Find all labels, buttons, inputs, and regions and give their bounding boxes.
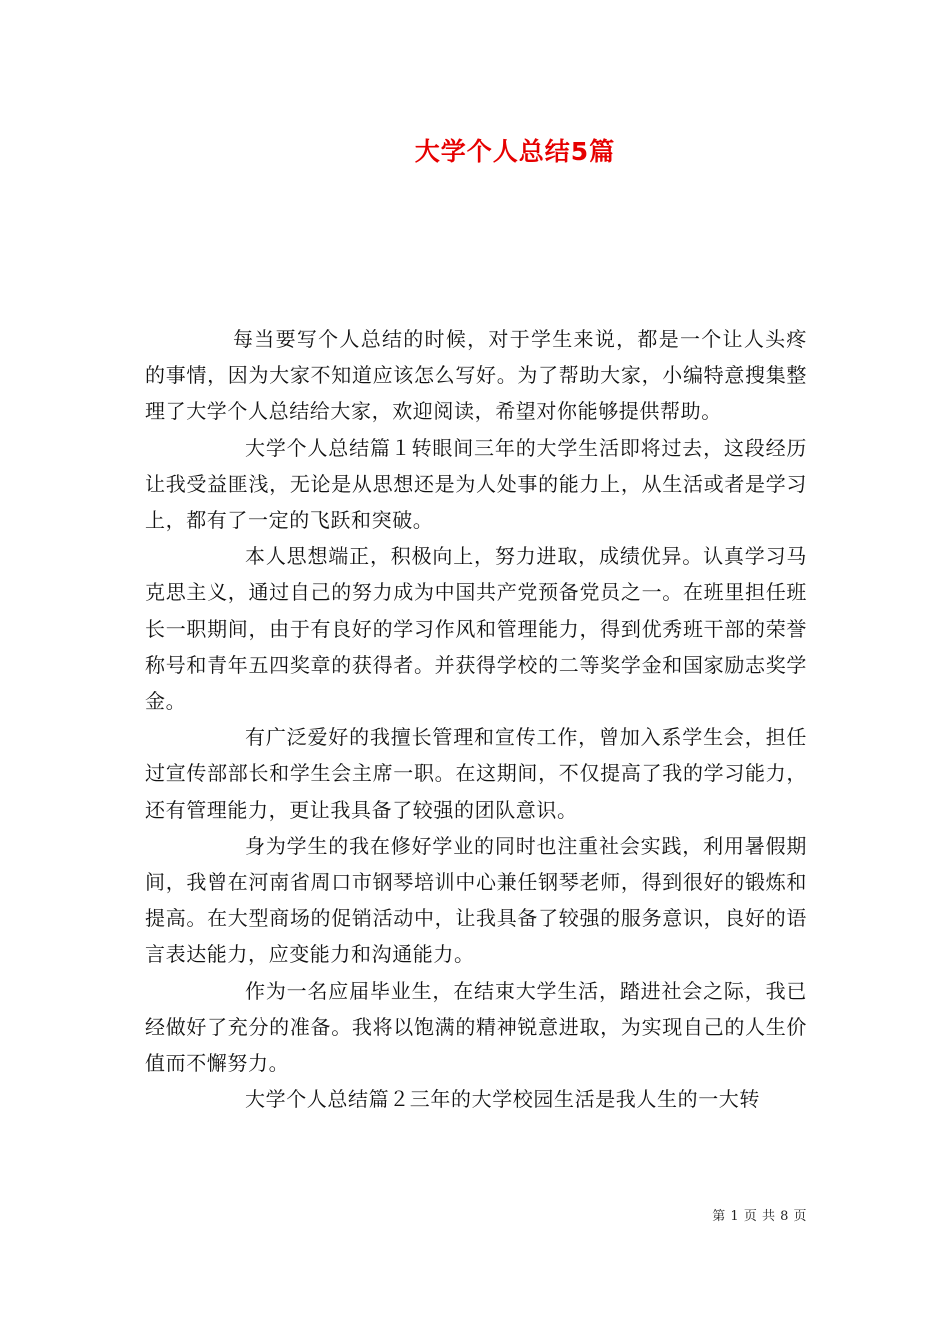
page-footer: 第 1 页 共 8 页 — [712, 1209, 807, 1224]
paragraph: 本人思想端正，积极向上，努力进取，成绩优异。认真学习马克思主义，通过自己的努力成为中国共产党预备党员之一。在班里担任班长一职期间，由于有良好的学习作风和管理能力，得到优秀班干部的荣誉称号和青年五四奖章的获得者。并获得学校的二等奖学金和国家励志奖学金。 — [145, 544, 807, 714]
paragraph: 作为一名应届毕业生，在结束大学生活，踏进社会之际，我已经做好了充分的准备。我将以饱满的精神锐意进取，为实现自己的人生价值而不懈努力。 — [145, 978, 807, 1076]
paragraph: 身为学生的我在修好学业的同时也注重社会实践，利用暑假期间，我曾在河南省周口市钢琴培训中心兼任钢琴老师，得到很好的锻炼和提高。在大型商场的促销活动中，让我具备了较强的服务意识，良好的语言表达能力，应变能力和沟通能力。 — [145, 833, 807, 967]
paragraph-intro: 每当要写个人总结的时候，对于学生来说，都是一个让人头疼的事情，因为大家不知道应该怎么写好。为了帮助大家，小编特意搜集整理了大学个人总结给大家，欢迎阅读，希望对你能够提供帮助。 — [145, 327, 807, 424]
document-title: 大学个人总结5篇 — [414, 137, 616, 166]
paragraph: 有广泛爱好的我擅长管理和宣传工作，曾加入系学生会，担任过宣传部部长和学生会主席一职。在这期间，不仅提高了我的学习能力，还有管理能力，更让我具备了较强的团队意识。 — [145, 725, 807, 822]
paragraph: 大学个人总结篇１转眼间三年的大学生活即将过去，这段经历让我受益匪浅，无论是从思想还是为人处事的能力上，从生活或者是学习上，都有了一定的飞跃和突破。 — [145, 435, 807, 533]
paragraph: 大学个人总结篇２三年的大学校园生活是我人生的一大转 — [245, 1087, 760, 1112]
document-body — [145, 321, 807, 1117]
